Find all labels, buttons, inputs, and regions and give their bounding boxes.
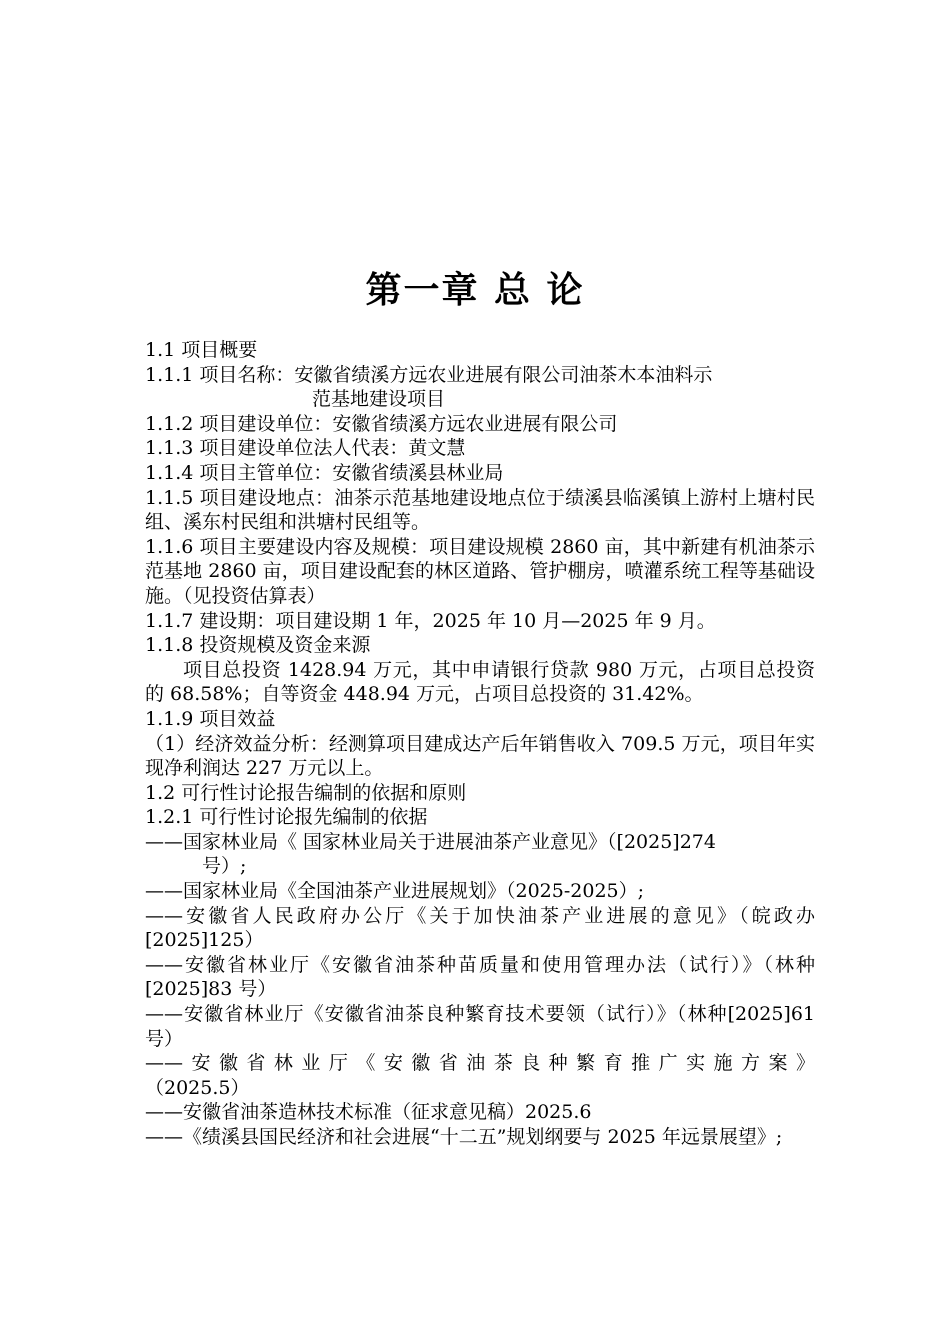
- economic-benefit-paragraph: （1）经济效益分析：经测算项目建成达产后年销售收入 709.5 万元，项目年实现净利润达 227 万元以上。: [145, 732, 815, 780]
- reference-7: ——安徽省油茶造林技术标准（征求意见稿）2025.6: [145, 1101, 592, 1124]
- project-name-line-2: 范基地建设项目: [312, 388, 446, 411]
- reference-6-line-2: （2025.5）: [145, 1076, 250, 1099]
- section-heading-1-2-1: 1.2.1 可行性讨论报先编制的依据: [145, 806, 428, 829]
- chapter-title: 第一章 总 论: [365, 269, 585, 311]
- reference-1-line-1: ——国家林业局《 国家林业局关于进展油茶产业意见》（[2025]274: [145, 830, 716, 853]
- benefit-heading: 1.1.9 项目效益: [145, 707, 276, 730]
- investment-paragraph: 项目总投资 1428.94 万元，其中申请银行贷款 980 万元，占项目总投资的 68.58%；自等资金 448.94 万元，占项目总投资的 31.42%。: [145, 658, 815, 706]
- project-location: 1.1.5 项目建设地点：油茶示范基地建设地点位于绩溪县临溪镇上游村上塘村民组、溪东村民组和洪塘村民组等。: [145, 486, 815, 534]
- reference-4: ——安徽省林业厅《安徽省油茶种苗质量和使用管理办法（试行）》（林种[2025]83 号）: [145, 953, 815, 1001]
- reference-1-line-2: 号）;: [202, 855, 247, 878]
- project-unit: 1.1.2 项目建设单位：安徽省绩溪方远农业进展有限公司: [145, 412, 618, 435]
- reference-5: ——安徽省林业厅《安徽省油茶良种繁育技术要领（试行）》（林种[2025]61 号）: [145, 1003, 815, 1050]
- legal-representative: 1.1.3 项目建设单位法人代表：黄文慧: [145, 437, 466, 460]
- project-scope: 1.1.6 项目主要建设内容及规模：项目建设规模 2860 亩，其中新建有机油茶示范基地 2860 亩，项目建设配套的林区道路、管护棚房，喷灌系统工程等基础设施。（见投资估算表）: [145, 535, 815, 607]
- project-name-line-1: 1.1.1 项目名称：安徽省绩溪方远农业进展有限公司油茶木本油料示: [145, 363, 713, 386]
- construction-period: 1.1.7 建设期：项目建设期 1 年，2025 年 10 月—2025 年 9 月。: [145, 609, 716, 632]
- section-heading-1-2: 1.2 可行性讨论报告编制的依据和原则: [145, 781, 467, 804]
- reference-2: ——国家林业局《全国油茶产业进展规划》（2025-2025）;: [145, 880, 645, 903]
- investment-heading: 1.1.8 投资规模及资金来源: [145, 634, 371, 657]
- reference-3: ——安徽省人民政府办公厅《关于加快油茶产业进展的意见》（皖政办[2025]125）: [145, 904, 815, 952]
- supervising-unit: 1.1.4 项目主管单位：安徽省绩溪县林业局: [145, 461, 504, 484]
- document-body: [145, 338, 815, 1150]
- section-heading-1-1: 1.1 项目概要: [145, 339, 258, 361]
- reference-8: ——《绩溪县国民经济和社会进展“十二五”规划纲要与 2025 年远景展望》;: [145, 1126, 783, 1148]
- reference-6-line-1: ——安徽省林业厅《安徽省油茶良种繁育推广实施方案》: [145, 1052, 815, 1075]
